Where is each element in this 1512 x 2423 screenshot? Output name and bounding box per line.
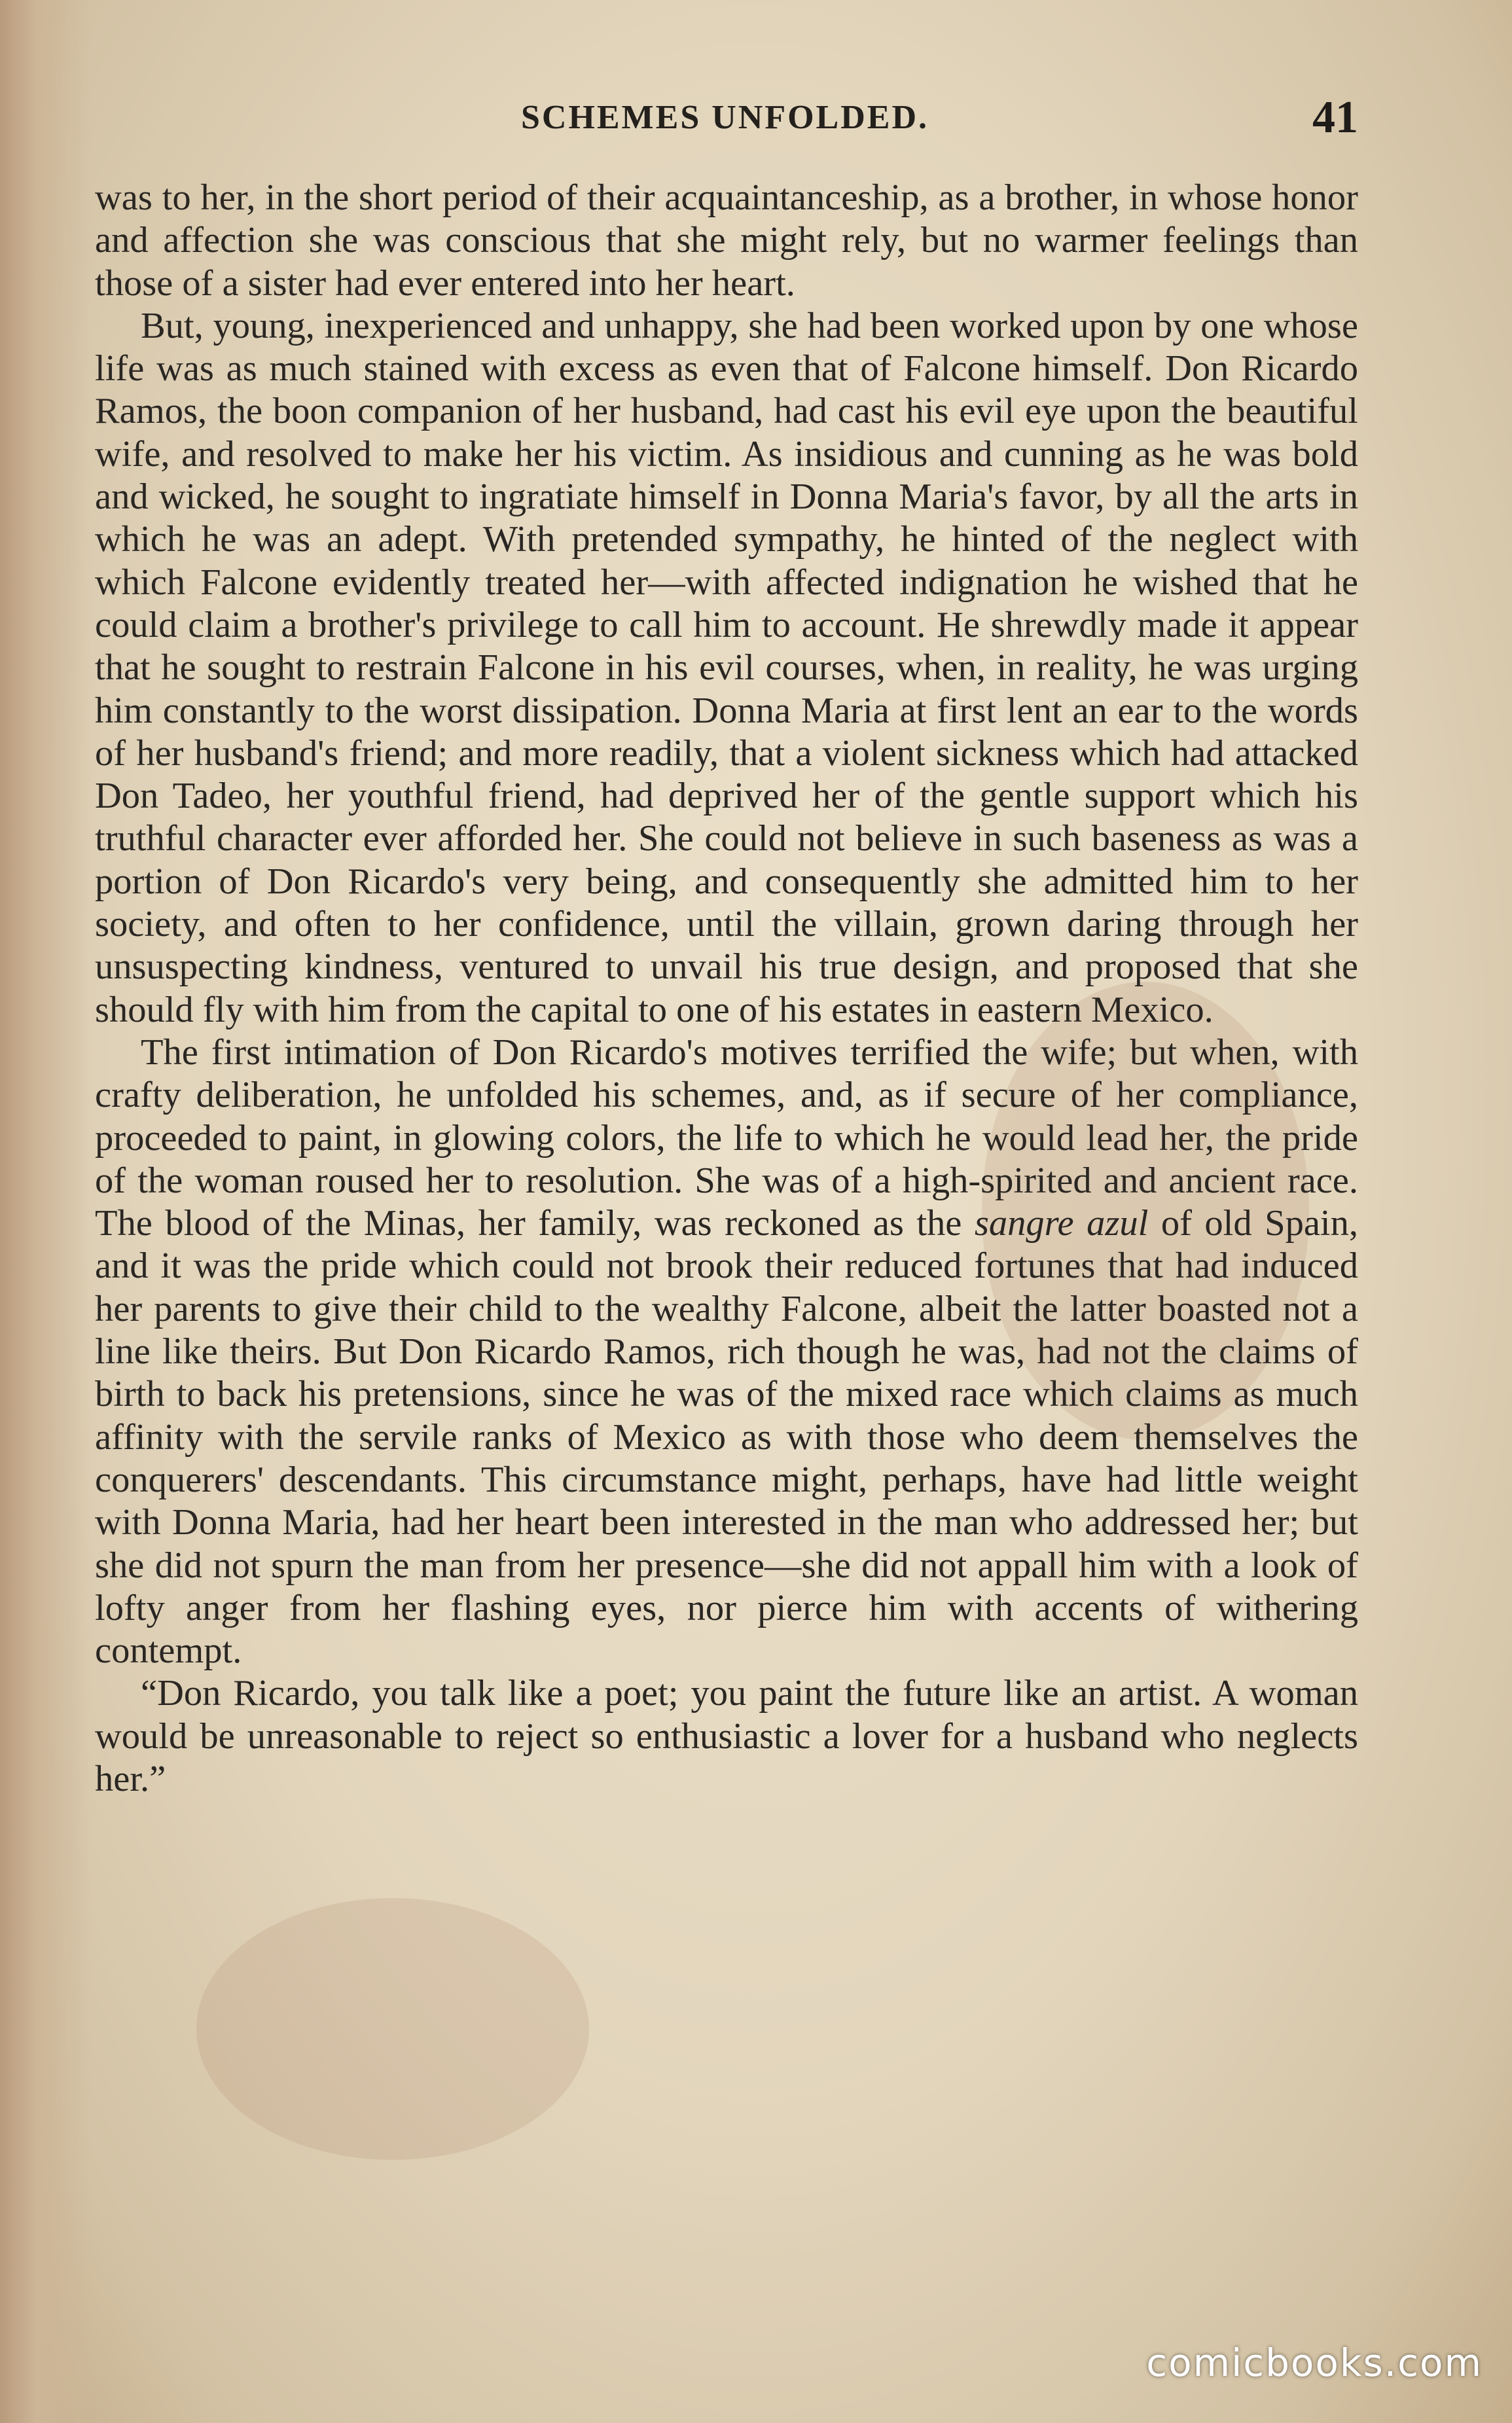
page-header [92,92,1358,151]
italic-phrase: sangre azul [974,1203,1149,1244]
paragraph: was to her, in the short period of their acquaintanceship, as a brother, in whose honor and affection she was conscious that she might rely, but no warmer feelings than those of a sister had ever entered into her heart. [95,177,1358,304]
paragraph [95,1032,1358,1672]
page-left-edge-shadow [0,0,92,2423]
page-number: 41 [1312,92,1358,143]
paper-stain [196,1898,589,2160]
paragraph-text: of old Spain, and it was the pride which could not brook their reduced fortunes that had induced her parents to give their child to the wealthy Falcone, albeit the latter boasted not a line like theirs. But Don Ricardo Ramos, rich though he was, had not the claims of birth to back his pretensions, since he was of the mixed race which claims as much affinity with the servile ranks of Mexico as with those who deem themselves the conquerers' descendants. This circumstance might, perhaps, have had little weight with Donna Maria, had her heart been interested in the man who addressed her; but she did not spurn the man from her presence—she did not appall him with a look of lofty anger from her flashing eyes, nor pierce him with accents of withering contempt. [95,1203,1358,1672]
body-text [95,177,1358,1801]
watermark: comicbooks.com [1146,2341,1483,2385]
paragraph-text: The first intimation of Don Ricardo's motives terrified the wife; but when, with crafty deliberation, he unfolded his schemes, and, as if secure of her compliance, proceeded to paint, in glowing colors, the life to which he would lead her, the pride of the woman roused her to resolution. She was of a high-spirited and ancient race. The blood of the Minas, her family, was reckoned as the [95,1032,1358,1244]
running-title: SCHEMES UNFOLDED. [520,99,929,136]
paragraph: “Don Ricardo, you talk like a poet; you paint the future like an artist. A woman would be unreasonable to reject so enthusiastic a lover for a husband who neglects her.” [95,1673,1358,1799]
paragraph: But, young, inexperienced and unhappy, she had been worked upon by one whose life was as much stained with excess as even that of Falcone himself. Don Ricardo Ramos, the boon companion of her husband, had cast his evil eye upon the beautiful wife, and resolved to make her his victim. As insidious and cunning as he was bold and wicked, he sought to ingratiate himself in Donna Maria's favor, by all the arts in which he was an adept. With pretended sympathy, he hinted of the neglect with which Falcone evidently treated her—with affected indignation he wished that he could claim a brother's privilege to call him to account. He shrewdly made it appear that he sought to restrain Falcone in his evil courses, when, in reality, he was urging him constantly to the worst dissipation. Donna Maria at first lent an ear to the words of her husband's friend; and more readily, that a violent sickness which had attacked Don Tadeo, her youthful friend, had deprived her of the gentle support which his truthful character ever afforded her. She could not believe in such baseness as was a portion of Don Ricardo's very being, and consequently she admitted him to her society, and often to her confidence, until the villain, grown daring through her unsuspecting kindness, ventured to unvail his true design, and proposed that she should fly with him from the capital to one of his estates in eastern Mexico. [95,305,1358,1030]
